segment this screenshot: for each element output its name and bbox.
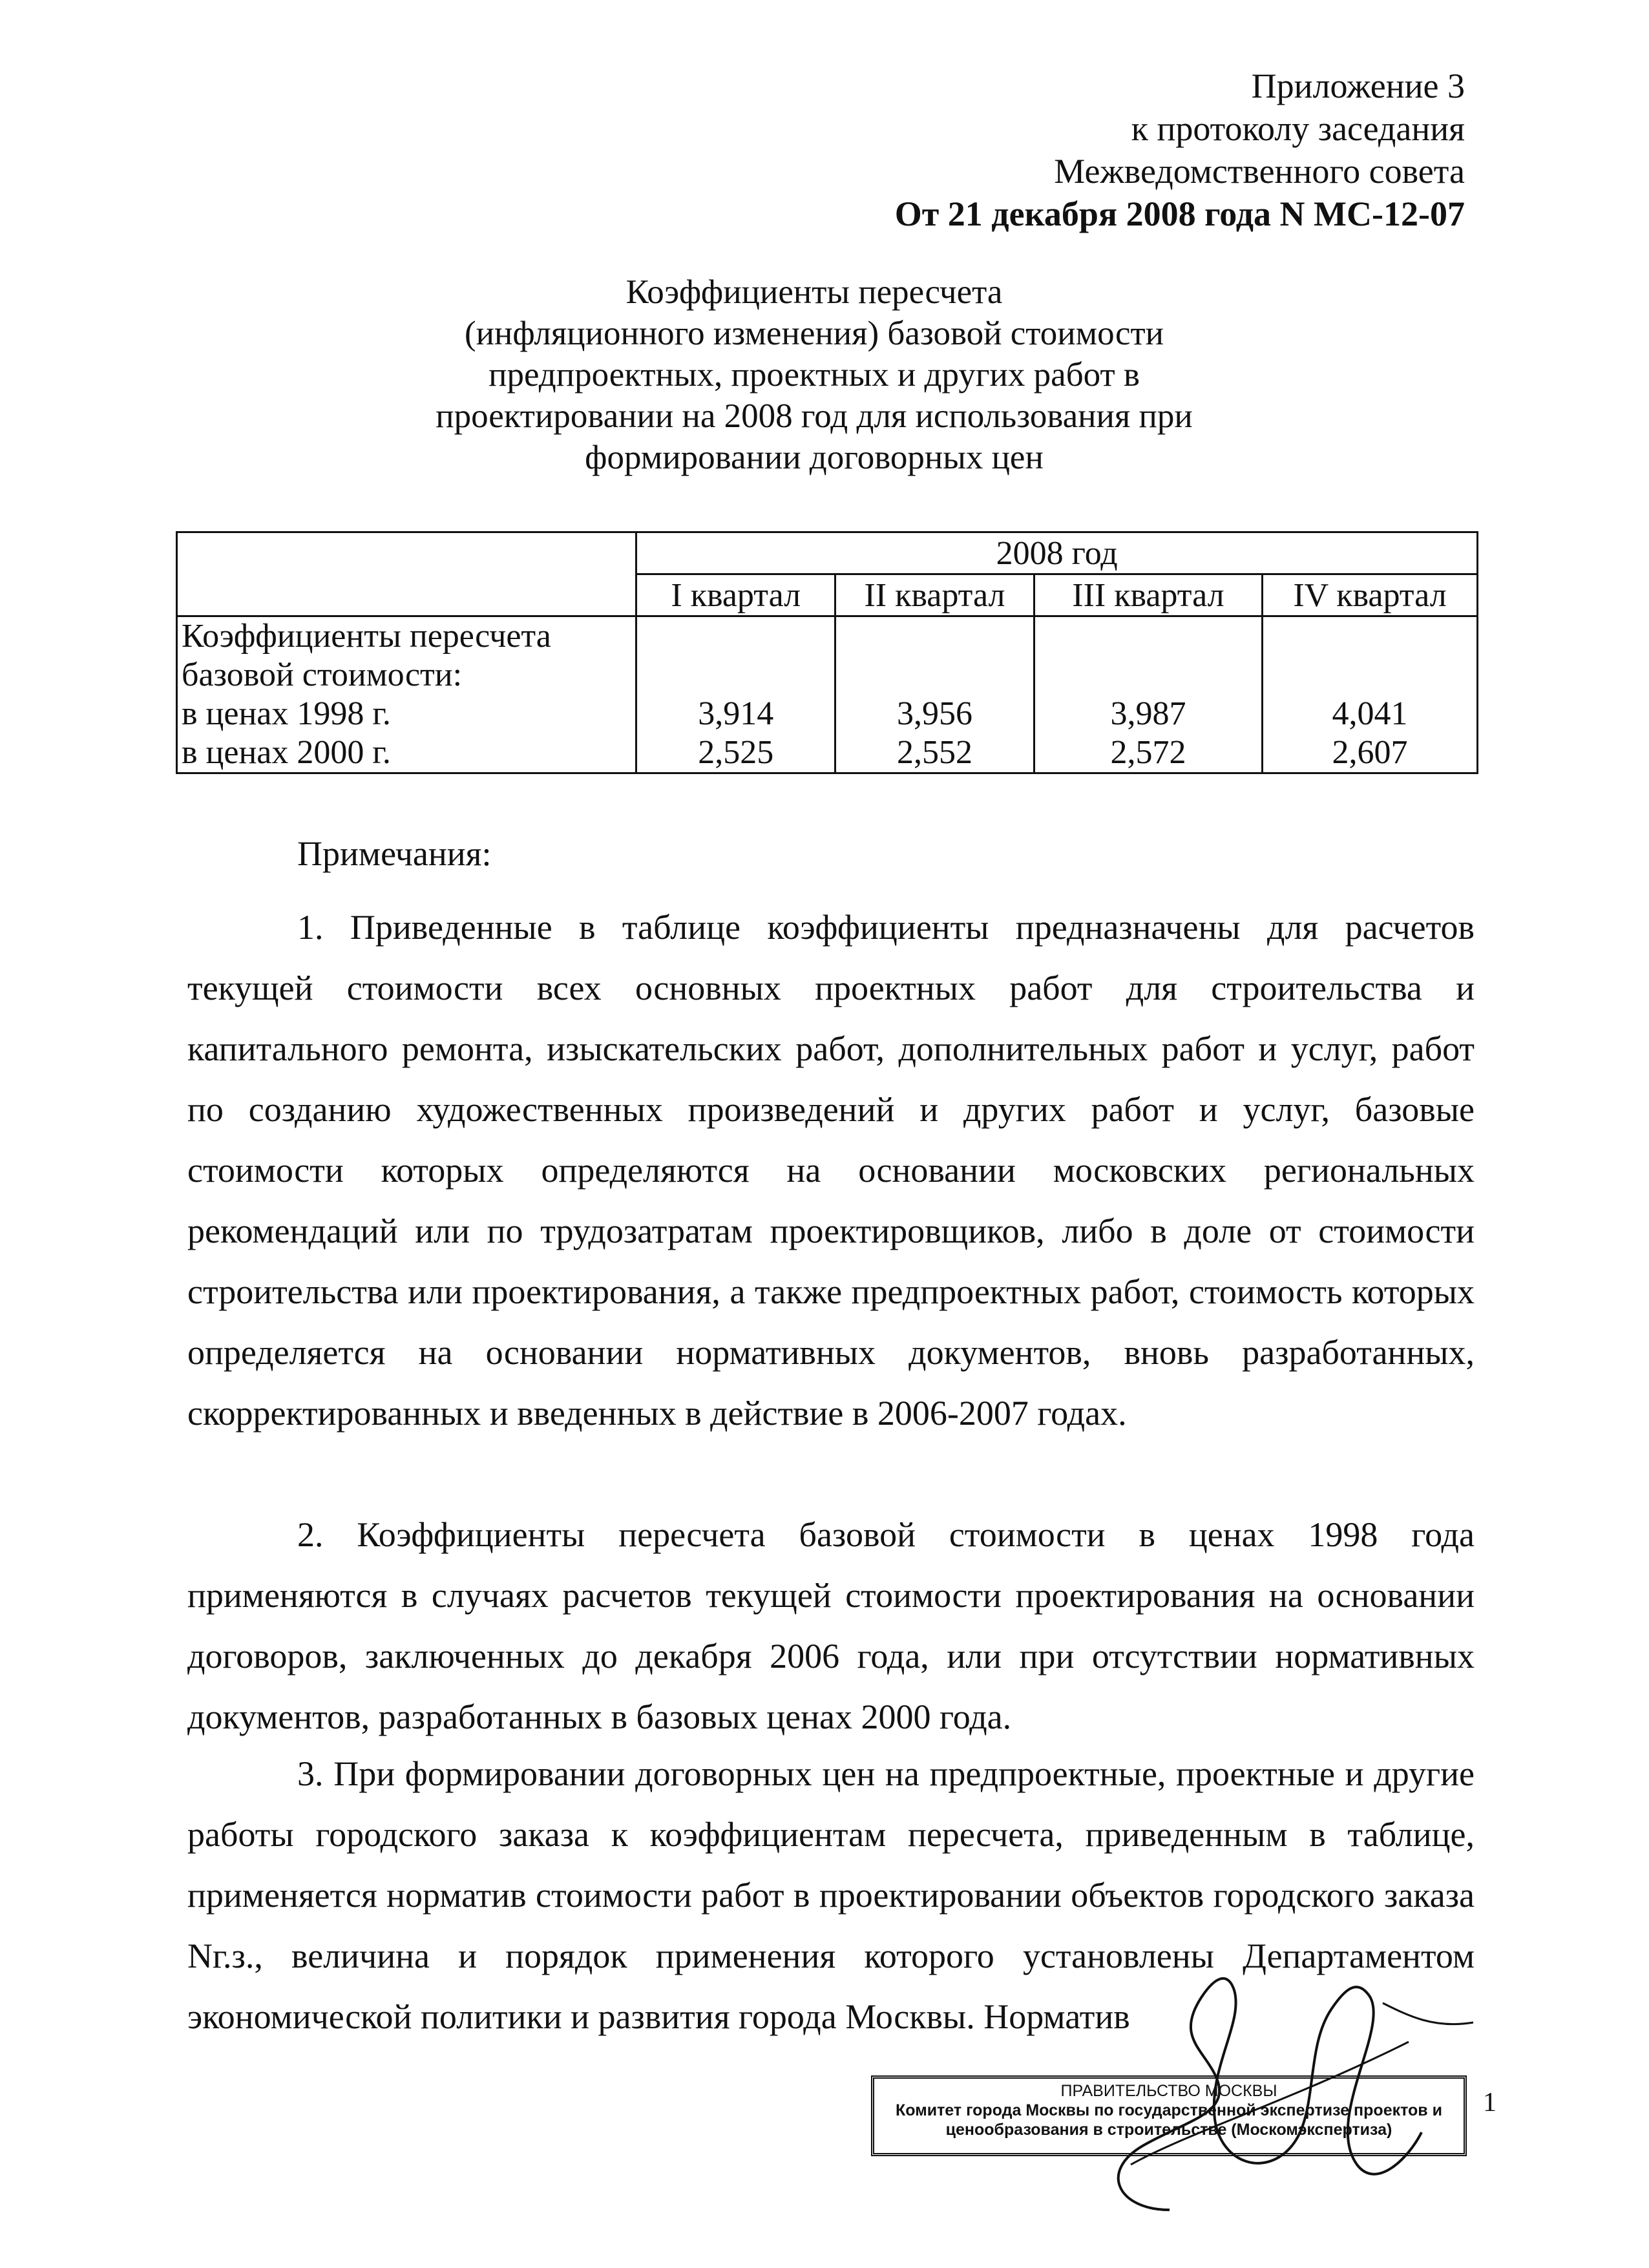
page-number: 1 [1483,2088,1497,2117]
value-2000: 2,572 [1110,734,1186,771]
value-2000: 2,525 [698,734,774,771]
value-cell [1263,616,1478,773]
value-cell [835,616,1035,773]
council-name: Межведомственного совета [1054,152,1465,191]
note-paragraph-3: 3. При формировании договорных цен на предпроектные, проектные и другие работы городского заказа к коэффициентам пересчета, приведенным в таблице, применяется норматив стоимости работ в проектировании объектов городского заказа Nг.з., величина и порядок применения которого установлены Департаментом экономической политики и развития города Москвы. Норматив [187,1754,1475,2036]
notes-heading: Примечания: [297,834,492,873]
value-cell [636,616,835,773]
table-corner-cell [177,532,636,616]
appendix-header [895,65,1465,235]
quarter-header: IV квартал [1263,574,1478,616]
quarter-header: II квартал [835,574,1035,616]
value-1998: 4,041 [1332,695,1408,732]
protocol-date: От 21 декабря 2008 года N МС-12-07 [894,194,1465,233]
row-label-line: в ценах 1998 г. [182,695,391,732]
stamp-line-2: Комитет города Москвы по государственной экспертизе проектов и [896,2101,1442,2119]
title-line-1: Коэффициенты пересчета [625,273,1003,311]
coefficients-table [176,531,1478,774]
value-1998: 3,987 [1110,695,1186,732]
value-1998: 3,914 [698,695,774,732]
value-2000: 2,607 [1332,734,1408,771]
table-row [177,616,1478,773]
quarter-header: I квартал [636,574,835,616]
stamp-line-1: ПРАВИТЕЛЬСТВО МОСКВЫ [1060,2082,1277,2100]
value-1998: 3,956 [896,695,972,732]
row-label-line: в ценах 2000 г. [182,734,391,771]
title-line-4: проектировании на 2008 год для использования при [436,397,1193,435]
row-label-line: Коэффициенты пересчета [182,618,551,655]
value-2000: 2,552 [896,734,972,771]
value-cell [1034,616,1262,773]
year-header: 2008 год [636,532,1478,574]
table-header-row-year [177,532,1478,574]
handwritten-signature-icon [1021,1951,1512,2223]
stamp-line-3: ценообразования в строительстве (Москомэкспертиза) [945,2121,1392,2139]
document-title [362,271,1266,478]
protocol-ref: к протоколу заседания [1131,109,1465,148]
title-line-3: предпроектных, проектных и других работ в [488,356,1140,394]
appendix-number: Приложение 3 [1251,67,1465,105]
title-line-5: формировании договорных цен [585,439,1044,476]
row-label-line: базовой стоимости: [182,656,463,693]
row-label-cell [177,616,636,773]
title-line-2: (инфляционного изменения) базовой стоимости [465,315,1164,352]
quarter-header: III квартал [1034,574,1262,616]
note-paragraph-1: 1. Приведенные в таблице коэффициенты предназначены для расчетов текущей стоимости всех основных проектных работ для строительства и капитального ремонта, изыскательских работ, дополнительных работ и услуг, работ по созданию художественных произведений и других работ и услуг, базовые стоимости которых определяются на основании московских региональных рекомендаций или по трудозатратам проектировщиков, либо в доле от стоимости строительства или проектирования, а также предпроектных работ, стоимость которых определяется на основании нормативных документов, вновь разработанных, скорректированных и введенных в действие в 2006-2007 годах. [187,908,1475,1433]
note-paragraph-2: 2. Коэффициенты пересчета базовой стоимости в ценах 1998 года применяются в случаях расчетов текущей стоимости проектирования на основании договоров, заключенных до декабря 2006 года, или при отсутствии нормативных документов, разработанных в базовых ценах 2000 года. [187,1515,1475,1736]
